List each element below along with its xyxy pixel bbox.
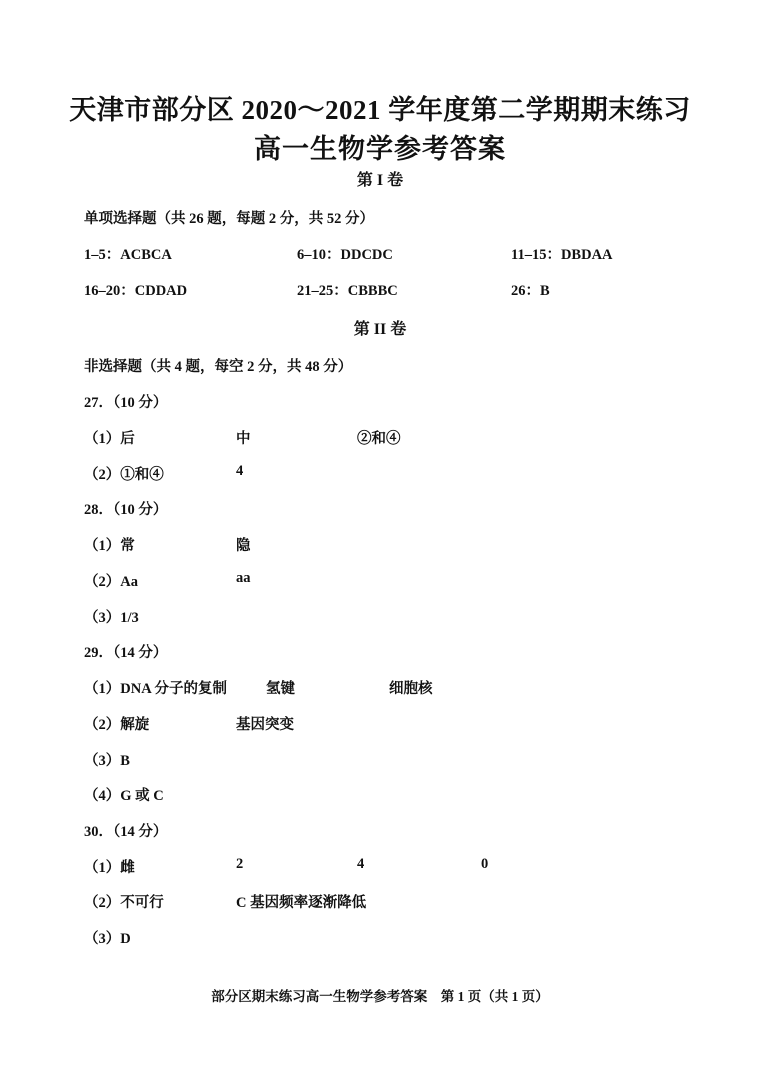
q27-1-c: ②和④ bbox=[357, 431, 401, 447]
q28-3-a: （3）1/3 bbox=[84, 610, 139, 626]
q28-2-b: aa bbox=[236, 570, 251, 586]
q27-1-b: 中 bbox=[236, 431, 251, 447]
q30-2-b: C 基因频率逐渐降低 bbox=[236, 895, 367, 911]
q29-1-c: 细胞核 bbox=[389, 681, 433, 697]
q30-2-a: （2）不可行 bbox=[84, 895, 164, 911]
answer-16-20: 16–20：CDDAD bbox=[84, 283, 188, 299]
part2-heading: 第 II 卷 bbox=[353, 321, 407, 338]
q30-1-c: 4 bbox=[357, 856, 365, 872]
q27-2-b: 4 bbox=[236, 463, 244, 479]
q28-2-a: （2）Aa bbox=[84, 574, 138, 590]
q29-2-b: 基因突变 bbox=[236, 717, 294, 733]
q28-title: 28．（10 分） bbox=[84, 502, 168, 518]
q30-1-b: 2 bbox=[236, 856, 244, 872]
q30-3-a: （3）D bbox=[84, 931, 131, 947]
q28-1-a: （1）常 bbox=[84, 538, 135, 554]
part1-heading: 第 I 卷 bbox=[356, 172, 404, 189]
q29-title: 29．（14 分） bbox=[84, 645, 168, 661]
q27-title: 27．（10 分） bbox=[84, 395, 168, 411]
q30-1-d: 0 bbox=[481, 856, 489, 872]
part2-section-label: 非选择题（共 4 题，每空 2 分，共 48 分） bbox=[84, 359, 353, 375]
q29-1-b: 氢键 bbox=[266, 681, 295, 697]
q29-4-a: （4）G 或 C bbox=[84, 788, 164, 804]
document-subtitle: 高一生物学参考答案 bbox=[254, 134, 506, 164]
q30-1-a: （1）雌 bbox=[84, 860, 135, 876]
document-title: 天津市部分区 2020～2021 学年度第二学期期末练习 bbox=[69, 95, 691, 125]
q29-1-a: （1）DNA 分子的复制 bbox=[84, 681, 227, 697]
q30-title: 30．（14 分） bbox=[84, 824, 168, 840]
q27-2-a: （2）①和④ bbox=[84, 467, 164, 483]
page-footer: 部分区期末练习高一生物学参考答案 第 1 页（共 1 页） bbox=[211, 989, 549, 1004]
answer-26: 26：B bbox=[511, 283, 550, 299]
part1-section-label: 单项选择题（共 26 题，每题 2 分，共 52 分） bbox=[84, 211, 374, 227]
q28-1-b: 隐 bbox=[236, 538, 251, 554]
q27-1-a: （1）后 bbox=[84, 431, 135, 447]
answer-11-15: 11–15：DBDAA bbox=[511, 247, 613, 263]
answer-21-25: 21–25：CBBBC bbox=[297, 283, 398, 299]
q29-2-a: （2）解旋 bbox=[84, 717, 150, 733]
answer-1-5: 1–5：ACBCA bbox=[84, 247, 172, 263]
q29-3-a: （3）B bbox=[84, 753, 130, 769]
answer-6-10: 6–10：DDCDC bbox=[297, 247, 393, 263]
